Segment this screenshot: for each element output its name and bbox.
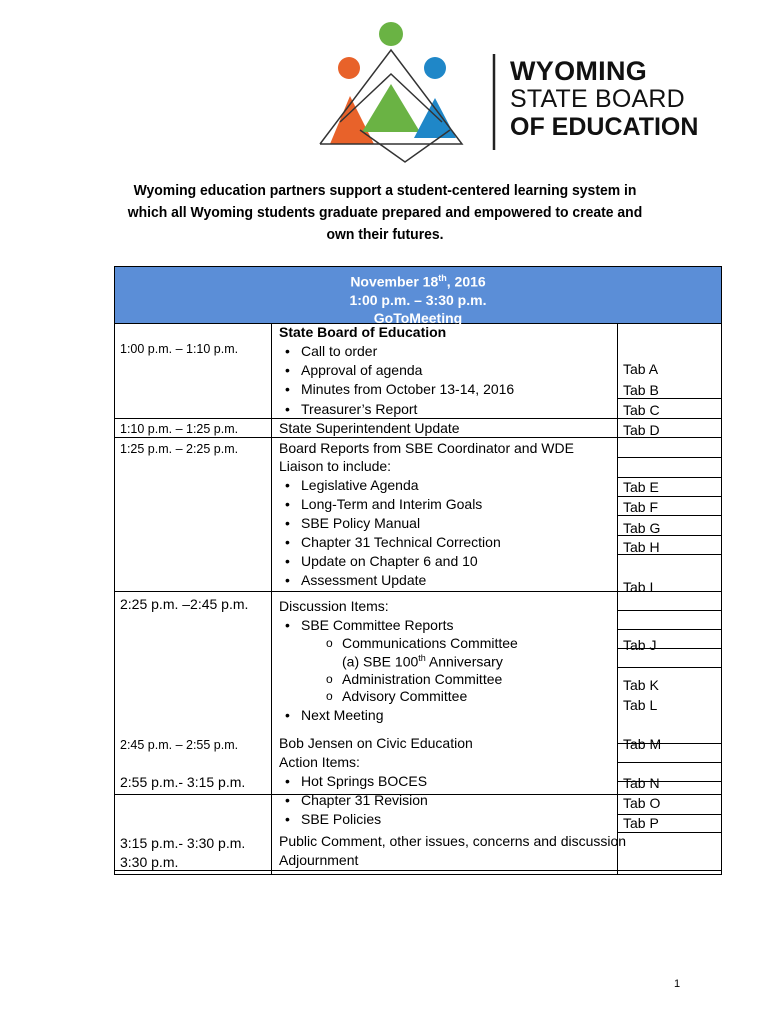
section-sbe: State Board of Education (279, 324, 447, 340)
tab-label: Tab A (623, 361, 659, 377)
list-item: o Advisory Committee (342, 688, 467, 704)
time-slot: 2:25 p.m. –2:45 p.m. (120, 596, 249, 612)
list-item: Discussion Items: (279, 598, 389, 614)
list-item: Bob Jensen on Civic Education (279, 735, 473, 751)
meeting-date: November 18th, 2016 (350, 273, 486, 290)
tab-label: Tab P (623, 815, 659, 831)
list-item: Liaison to include: (279, 458, 392, 474)
list-item: • Call to order (301, 343, 377, 359)
page-number: 1 (674, 978, 681, 990)
list-item: State Superintendent Update (279, 420, 460, 436)
logo-triangle-orange (330, 96, 374, 144)
list-item: • SBE Policy Manual (301, 515, 420, 531)
logo-triangle-green (362, 84, 420, 132)
list-item: Action Items: (279, 754, 360, 770)
list-item: • Next Meeting (301, 707, 383, 723)
tab-label: Tab K (623, 677, 659, 693)
logo-triangle-blue (414, 98, 456, 138)
list-item: • Chapter 31 Technical Correction (301, 534, 501, 550)
tab-label: Tab N (623, 775, 660, 791)
list-item: Public Comment, other issues, concerns and discussion (279, 833, 627, 849)
tab-label: Tab F (623, 499, 659, 515)
list-item: • Approval of agenda (301, 362, 422, 378)
list-item: • Long-Term and Interim Goals (301, 496, 482, 512)
logo-circle-orange (338, 57, 360, 79)
time-slot: 1:25 p.m. – 2:25 p.m. (120, 442, 239, 456)
tab-label: Tab E (623, 479, 659, 495)
list-item: Adjournment (279, 852, 359, 868)
list-item: • Legislative Agenda (301, 477, 419, 493)
list-item: • Chapter 31 Revision (301, 792, 428, 808)
tab-label: Tab C (623, 402, 660, 418)
time-slot: 1:10 p.m. – 1:25 p.m. (120, 422, 239, 436)
tab-label: Tab B (623, 382, 659, 398)
logo-line-2: STATE BOARD (510, 85, 685, 113)
list-item: o Communications Committee (342, 635, 518, 651)
list-item: (a) SBE 100th Anniversary (342, 653, 503, 670)
time-slot: 2:55 p.m.- 3:15 p.m. (120, 774, 246, 790)
list-item: • Hot Springs BOCES (301, 773, 427, 789)
agenda-table (114, 266, 722, 875)
mission-statement: Wyoming education partners support a student-centered learning system in which all Wyoming students graduate prepared and empowered to create and own their futures. (127, 182, 643, 243)
list-item: o Administration Committee (342, 671, 502, 687)
logo-circle-green (379, 22, 403, 46)
agenda-grid (115, 324, 721, 874)
list-item: • Assessment Update (301, 572, 426, 588)
logo-line-3: OF EDUCATION (510, 113, 699, 141)
tab-label: Tab J (623, 637, 657, 653)
time-slot: 3:15 p.m.- 3:30 p.m. (120, 835, 246, 851)
tab-label: Tab M (623, 736, 662, 752)
tab-label: Tab D (623, 422, 660, 438)
tab-label: Tab H (623, 539, 660, 555)
list-item: • Update on Chapter 6 and 10 (301, 553, 478, 569)
agenda-header (115, 267, 721, 324)
list-item: • SBE Policies (301, 811, 381, 827)
tab-label: Tab G (623, 520, 661, 536)
time-slot: 2:45 p.m. – 2:55 p.m. (120, 738, 239, 752)
logo-wordmark (510, 58, 720, 140)
tab-label: Tab L (623, 697, 658, 713)
list-item: Board Reports from SBE Coordinator and WDE (279, 440, 574, 456)
logo-circle-blue (424, 57, 446, 79)
meeting-time: 1:00 p.m. – 3:30 p.m. (349, 291, 487, 308)
tab-label: Tab I (623, 579, 654, 595)
list-item: • SBE Committee Reports (301, 617, 454, 633)
list-item: • Minutes from October 13-14, 2016 (301, 381, 514, 397)
meeting-location: GoToMeeting (373, 309, 463, 326)
logo-line-1: WYOMING (510, 56, 648, 86)
time-slot: 3:30 p.m. (120, 854, 179, 870)
tab-label: Tab O (623, 795, 661, 811)
time-slot: 1:00 p.m. – 1:10 p.m. (120, 342, 239, 356)
list-item: • Treasurer’s Report (301, 401, 417, 417)
